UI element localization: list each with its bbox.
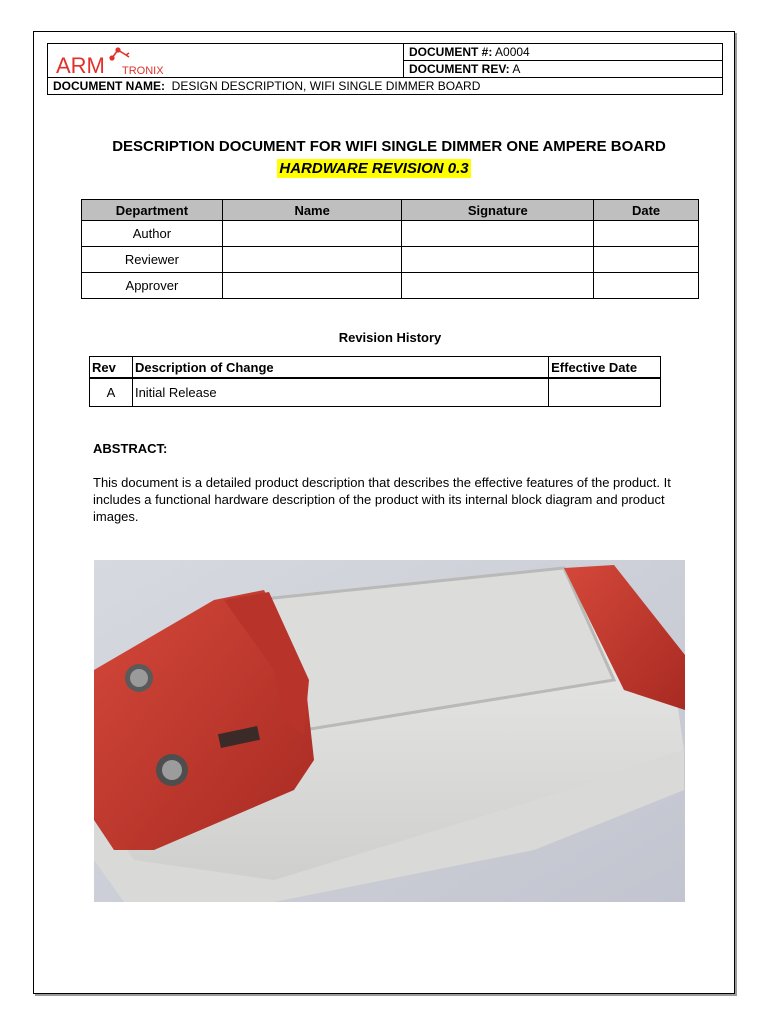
header-rev: Rev: [90, 357, 133, 379]
description-cell: Initial Release: [132, 378, 548, 407]
name-cell: [222, 273, 402, 299]
department-cell: Approver: [82, 273, 223, 299]
product-image: [94, 560, 685, 902]
abstract-heading: ABSTRACT:: [93, 441, 168, 456]
logo-cell: [48, 44, 404, 78]
document-header: [47, 43, 723, 95]
approval-table: [81, 199, 699, 299]
table-header-row: [82, 200, 699, 221]
revision-history-table: [89, 356, 661, 407]
name-cell: [222, 247, 402, 273]
doc-name-label: DOCUMENT NAME:: [53, 79, 165, 93]
table-header-row: [90, 357, 661, 379]
revision-history-heading: Revision History: [338, 330, 442, 345]
effective-date-cell: [549, 378, 661, 407]
department-cell: Reviewer: [82, 247, 223, 273]
document-number: [404, 44, 722, 61]
table-row: [90, 378, 661, 407]
doc-number-value: A0004: [495, 45, 530, 59]
date-cell: [594, 247, 699, 273]
table-row: [82, 247, 699, 273]
name-cell: [222, 221, 402, 247]
document-revision: [404, 61, 722, 78]
signature-cell: [402, 273, 594, 299]
signature-cell: [402, 247, 594, 273]
department-cell: Author: [82, 221, 223, 247]
header-signature: Signature: [402, 200, 594, 221]
header-name: Name: [222, 200, 402, 221]
armtronix-logo: [54, 46, 254, 76]
date-cell: [594, 221, 699, 247]
doc-rev-value: A: [512, 62, 521, 76]
doc-number-label: DOCUMENT #:: [409, 45, 493, 59]
product-photo: [94, 560, 685, 902]
doc-rev-label: DOCUMENT REV:: [409, 62, 510, 76]
table-row: [82, 221, 699, 247]
header-date: Date: [594, 200, 699, 221]
logo-sub-text: TRONIX: [122, 65, 164, 76]
header-department: Department: [82, 200, 223, 221]
document-name: [48, 78, 722, 94]
header-description: Description of Change: [132, 357, 548, 379]
subtitle-wrap: [0, 159, 748, 178]
doc-name-value: DESIGN DESCRIPTION, WIFI SINGLE DIMMER BOARD: [171, 79, 481, 93]
date-cell: [594, 273, 699, 299]
document-title: DESCRIPTION DOCUMENT FOR WIFI SINGLE DIMMER ONE AMPERE BOARD: [112, 138, 666, 155]
table-row: [82, 273, 699, 299]
signature-cell: [402, 221, 594, 247]
hardware-revision: HARDWARE REVISION 0.3: [279, 160, 469, 177]
abstract-text: This document is a detailed product description that describes the effective features of the product. It includes a functional hardware description of the product with its internal block diagram and product images.: [93, 475, 671, 524]
logo-main-text: ARM: [56, 53, 105, 76]
rev-cell: A: [90, 378, 133, 407]
robot-arm-icon: [110, 48, 129, 60]
header-effective-date: Effective Date: [549, 357, 661, 379]
